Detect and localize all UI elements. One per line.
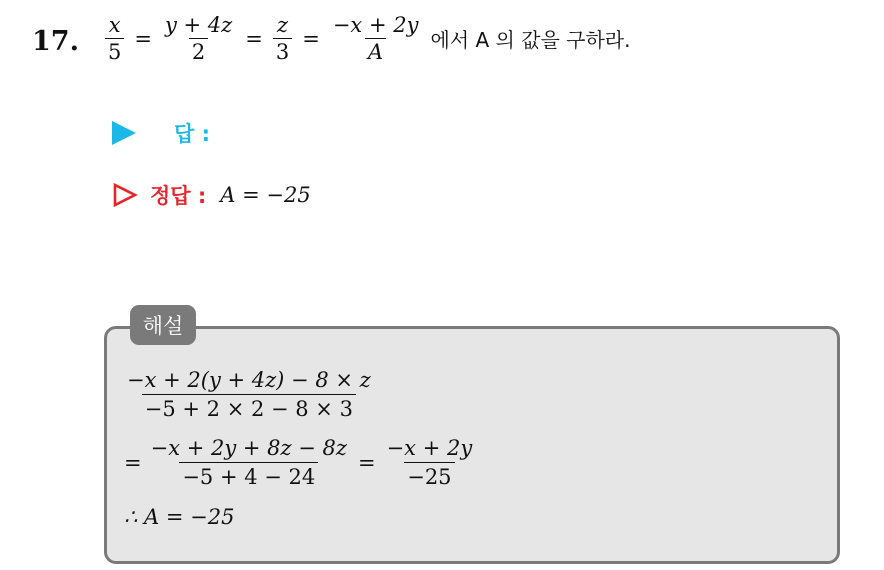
fraction-denominator: −5 + 2 × 2 − 8 × 3: [142, 394, 356, 423]
play-triangle-icon: [112, 121, 136, 145]
fraction-denominator: −25: [404, 462, 454, 491]
solution-fraction-3: [384, 434, 476, 491]
fraction-denominator: 2: [189, 38, 208, 65]
fraction-z-over-3: [273, 12, 292, 65]
fraction-numerator: −x + 2(y + 4z) − 8 × z: [127, 368, 371, 392]
equals-sign: =: [134, 26, 152, 51]
equals-sign: =: [245, 26, 263, 51]
equals-sign: =: [302, 26, 320, 51]
fraction-denominator: A: [365, 38, 386, 65]
correct-answer-label: 정답 :: [150, 184, 207, 208]
fraction-x2y-over-a: [330, 12, 422, 65]
problem-statement: [100, 12, 630, 65]
solution-line-2: [124, 434, 475, 491]
fraction-denominator: 3: [273, 38, 292, 65]
correct-answer-value: A = −25: [220, 183, 311, 207]
answer-label: 답 :: [174, 122, 210, 146]
fraction-numerator: −x + 2y: [332, 13, 419, 37]
answer-row: [112, 118, 210, 148]
correct-answer-row: [112, 180, 311, 210]
outline-triangle-icon: [112, 182, 138, 208]
solution-fraction-2: [148, 434, 350, 491]
equals-sign: =: [124, 450, 142, 475]
fraction-numerator: z: [276, 13, 289, 37]
fraction-numerator: x: [108, 13, 121, 37]
fraction-y4z-over-2: [162, 12, 235, 65]
fraction-numerator: −x + 2y + 8z − 8z: [150, 436, 347, 460]
solution-tag: 해설: [130, 305, 196, 345]
conclusion-text: ∴ A = −25: [124, 505, 235, 529]
fraction-denominator: 5: [105, 38, 124, 65]
problem-number: 17.: [32, 26, 79, 57]
fraction-numerator: −x + 2y: [386, 436, 473, 460]
fraction-denominator: −5 + 4 − 24: [179, 462, 318, 491]
fraction-x-over-5: [105, 12, 124, 65]
solution-conclusion: [124, 505, 234, 529]
solution-fraction-1: [124, 366, 374, 423]
problem-question-text: 에서 A 의 값을 구하라.: [430, 28, 631, 52]
equals-sign: =: [357, 450, 376, 475]
fraction-numerator: y + 4z: [164, 13, 233, 37]
solution-line-1: [124, 366, 374, 423]
